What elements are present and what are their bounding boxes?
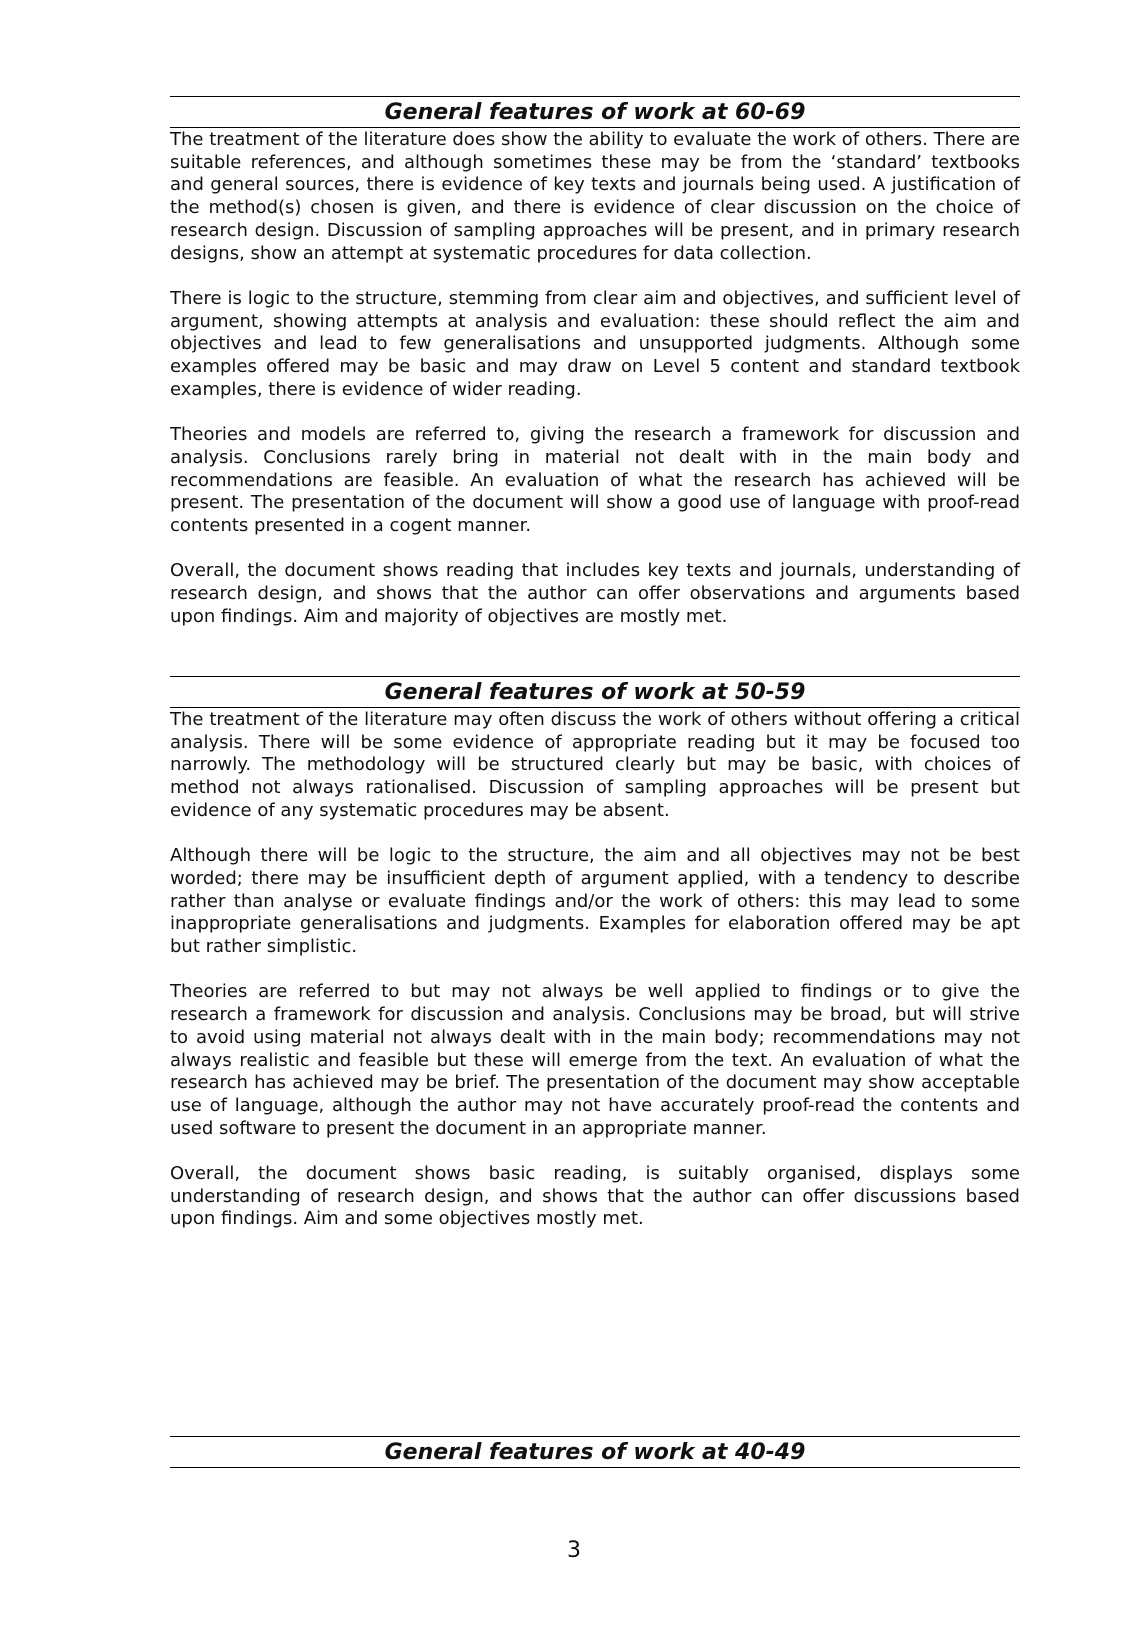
section-heading-50-59: General features of work at 50-59 [170,676,1020,708]
paragraph: Although there will be logic to the structure, the aim and all objectives may not be best worded; there may be insufficient depth of argument applied, with a tendency to describe rather than analyse or evaluate findings and/or the work of others: this may lead to some inappropriate generalisations and judgments. Examples for elaboration offered may be apt but rather simplistic. [170,845,1020,958]
section-body-50-59 [170,709,1020,1254]
section-body-60-69 [170,129,1020,651]
section-heading-60-69: General features of work at 60-69 [170,96,1020,128]
page-number: 3 [567,1538,581,1563]
paragraph: There is logic to the structure, stemming from clear aim and objectives, and sufficient level of argument, showing attempts at analysis and evaluation: these should reflect the aim and objectives and lead to few generalisations and unsupported judgments. Although some examples offered may be basic and may draw on Level 5 content and standard textbook examples, there is evidence of wider reading. [170,287,1020,400]
paragraph: The treatment of the literature may often discuss the work of others without offering a critical analysis. There will be some evidence of appropriate reading but it may be focused too narrowly. The methodology will be structured clearly but may be basic, with choices of method not always rationalised. Discussion of sampling approaches will be present but evidence of any systematic procedures may be absent. [170,709,1020,821]
paragraph: Theories and models are referred to, giving the research a framework for discussion and analysis. Conclusions rarely bring in material not dealt with in the main body and recommendations are feasible. An evaluation of what the research has achieved will be present. The presentation of the document will show a good use of language with proof-read contents presented in a cogent manner. [170,424,1020,536]
paragraph: The treatment of the literature does show the ability to evaluate the work of others. There are suitable references, and although sometimes these may be from the ‘standard’ textbooks and general sources, there is evidence of key texts and journals being used. A justification of the method(s) chosen is given, and there is evidence of clear discussion on the choice of research design. Discussion of sampling approaches will be present, and in primary research designs, show an attempt at systematic procedures for data collection. [170,129,1021,264]
section-heading-40-49: General features of work at 40-49 [170,1436,1020,1468]
paragraph: Overall, the document shows reading that includes key texts and journals, understanding of research design, and shows that the author can offer observations and arguments based upon findings. Aim and majority of objectives are mostly met. [170,560,1020,627]
paragraph: Overall, the document shows basic reading, is suitably organised, displays some understanding of research design, and shows that the author can offer discussions based upon findings. Aim and some objectives mostly met. [170,1163,1020,1230]
paragraph: Theories are referred to but may not always be well applied to findings or to give the research a framework for discussion and analysis. Conclusions may be broad, but will strive to avoid using material not always dealt with in the main body; recommendations may not always realistic and feasible but these will emerge from the text. An evaluation of what the research has achieved may be brief. The presentation of the document may show acceptable use of language, although the author may not have accurately proof-read the contents and used software to present the document in an appropriate manner. [170,981,1020,1139]
